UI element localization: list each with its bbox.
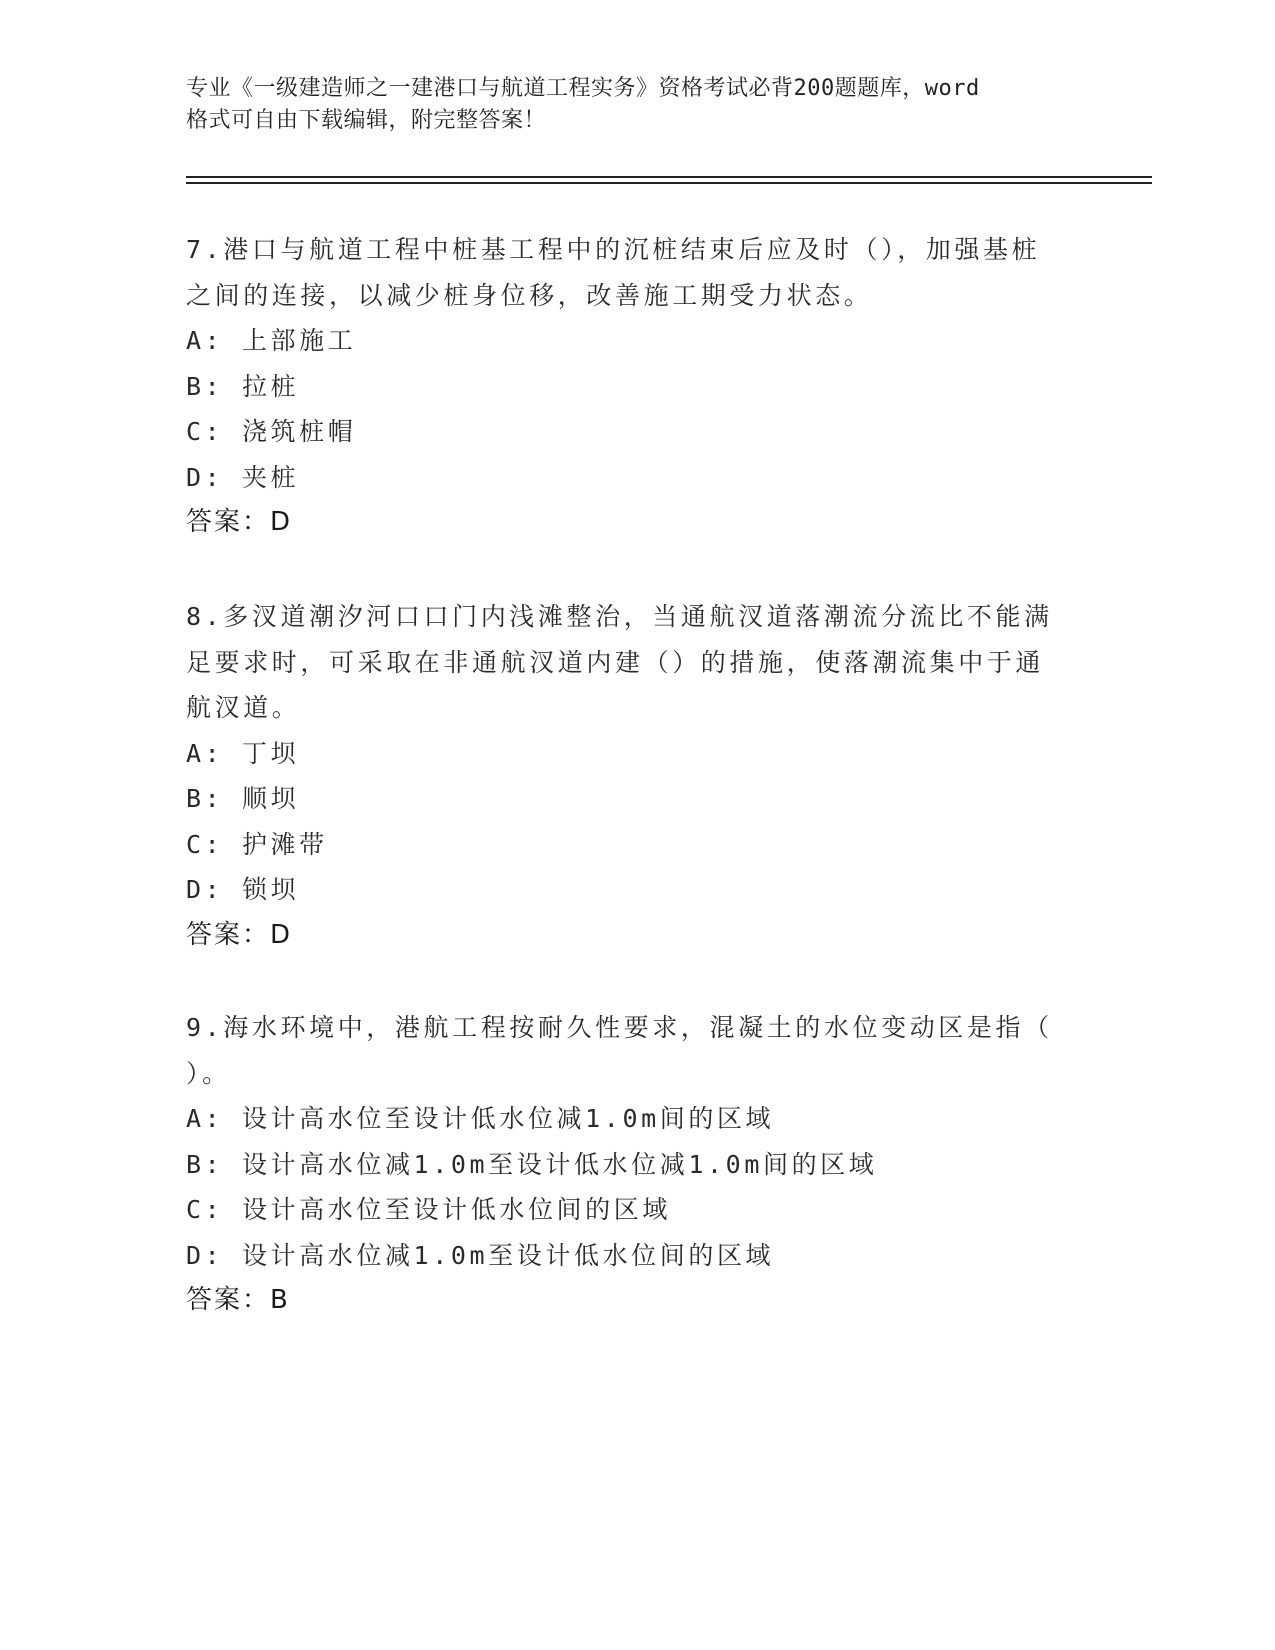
- option-a: A: 设计高水位至设计低水位减1.0m间的区域: [186, 1104, 775, 1133]
- document-header: [186, 73, 1066, 137]
- question-stem-line: 9.海水环境中，港航工程按耐久性要求，混凝土的水位变动区是指（: [186, 1013, 1053, 1042]
- answer-line: 答案：D: [186, 507, 293, 537]
- question-9: [186, 1005, 1066, 1324]
- option-d: D: 锁坝: [186, 875, 300, 904]
- option-c: C: 设计高水位至设计低水位间的区域: [186, 1195, 671, 1224]
- question-stem-line: ）。: [186, 1058, 231, 1088]
- option-c: C: 护滩带: [186, 829, 328, 859]
- question-stem-line: 8.多汊道潮汐河口口门内浅滩整治，当通航汊道落潮流分流比不能满: [186, 602, 1053, 631]
- option-a: A: 上部施工: [186, 326, 357, 355]
- option-b: B: 拉桩: [186, 371, 300, 401]
- header-divider-top: [186, 176, 1152, 178]
- answer-line: 答案：D: [186, 919, 293, 950]
- question-stem-line: 航汊道。: [186, 693, 301, 722]
- option-c: C: 浇筑桩帽: [186, 417, 357, 446]
- header-line-2: 格式可自由下载编辑，附完整答案！: [186, 108, 547, 133]
- question-8: [186, 594, 1066, 958]
- question-stem-line: 7.港口与航道工程中桩基工程中的沉桩结束后应及时（），加强基桩: [186, 235, 1041, 264]
- answer-line: 答案：B: [186, 1285, 290, 1315]
- header-divider-bottom: [186, 182, 1152, 184]
- header-line-1: 专业《一级建造师之一建港口与航道工程实务》资格考试必背200题题库，word: [186, 76, 980, 101]
- question-7: [186, 227, 1066, 546]
- option-d: D: 设计高水位减1.0m至设计低水位间的区域: [186, 1240, 775, 1270]
- question-stem-line: 足要求时，可采取在非通航汊道内建（）的措施，使落潮流集中于通: [186, 647, 1045, 677]
- option-b: B: 设计高水位减1.0m至设计低水位减1.0m间的区域: [186, 1149, 878, 1179]
- option-d: D: 夹桩: [186, 462, 300, 492]
- option-a: A: 丁坝: [186, 738, 300, 768]
- option-b: B: 顺坝: [186, 784, 300, 813]
- question-stem-line: 之间的连接，以减少桩身位移，改善施工期受力状态。: [186, 280, 873, 310]
